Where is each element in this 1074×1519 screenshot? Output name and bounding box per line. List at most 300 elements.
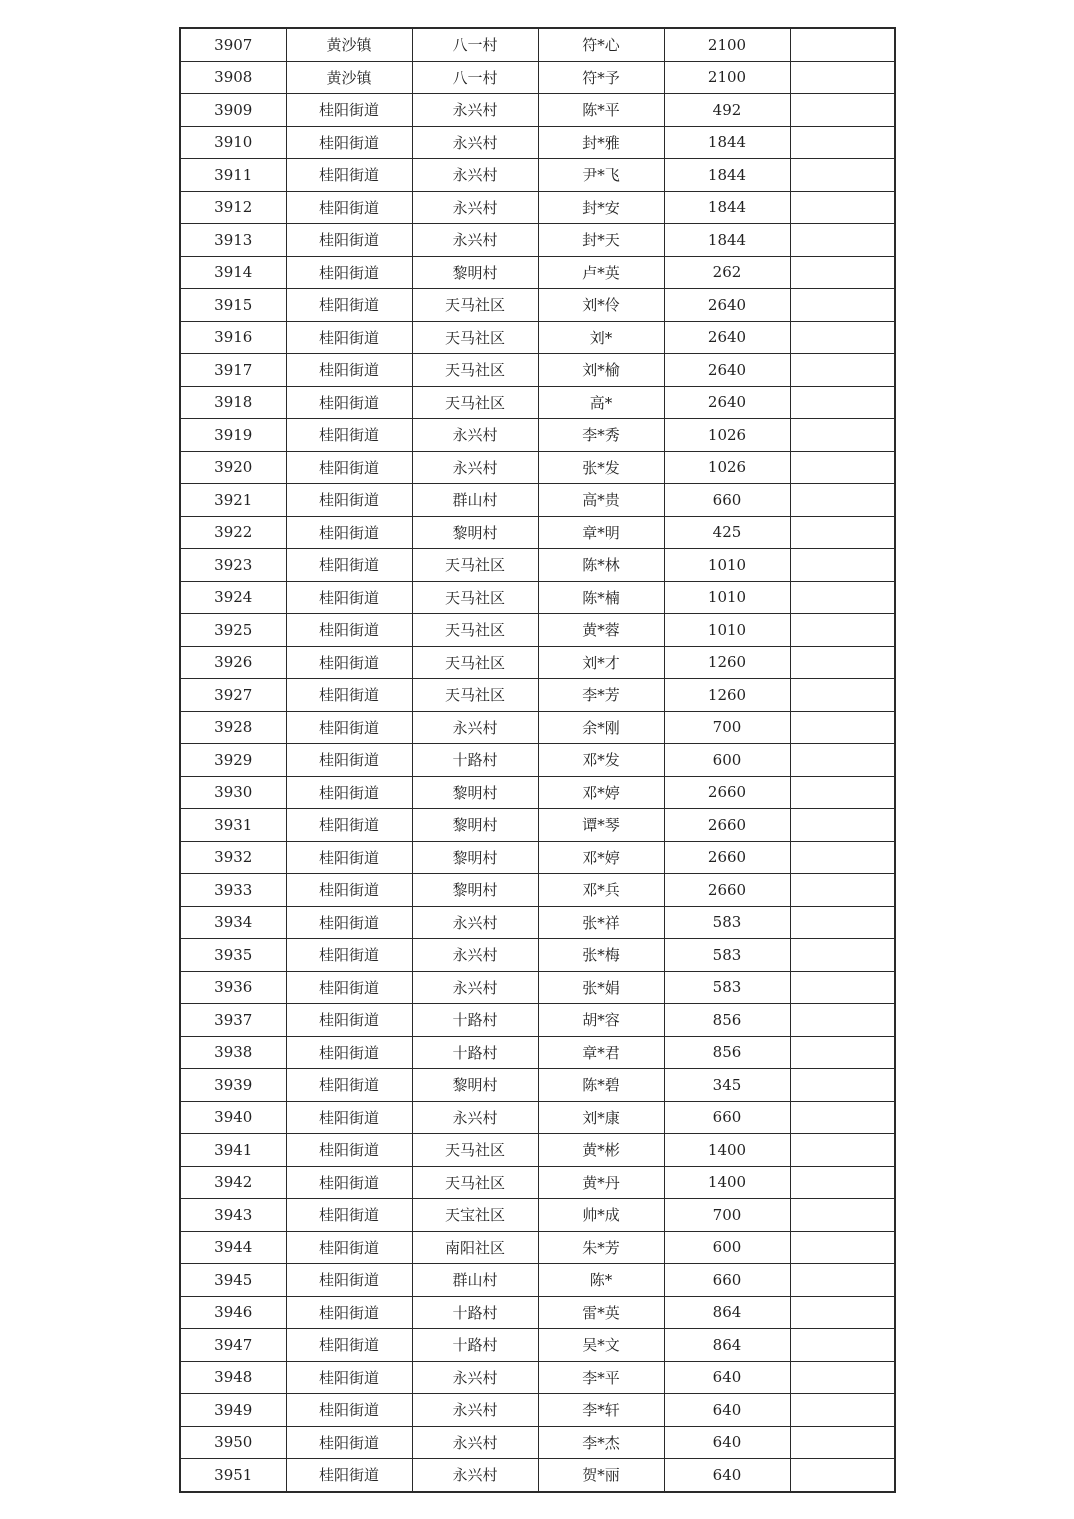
name-cell: 张*娟 bbox=[538, 971, 664, 1004]
name-cell: 陈* bbox=[538, 1264, 664, 1297]
amount-cell: 660 bbox=[664, 1264, 790, 1297]
town-cell: 桂阳街道 bbox=[286, 321, 412, 354]
remark-cell bbox=[790, 744, 895, 777]
village-cell: 永兴村 bbox=[412, 906, 538, 939]
table-row bbox=[180, 484, 895, 517]
village-cell: 天宝社区 bbox=[412, 1199, 538, 1232]
serial-number-cell: 3946 bbox=[180, 1296, 286, 1329]
remark-cell bbox=[790, 224, 895, 257]
table-row bbox=[180, 939, 895, 972]
town-cell: 桂阳街道 bbox=[286, 679, 412, 712]
name-cell: 邓*婷 bbox=[538, 841, 664, 874]
amount-cell: 856 bbox=[664, 1004, 790, 1037]
town-cell: 桂阳街道 bbox=[286, 126, 412, 159]
remark-cell bbox=[790, 1264, 895, 1297]
village-cell: 永兴村 bbox=[412, 1361, 538, 1394]
table-row bbox=[180, 126, 895, 159]
table-row bbox=[180, 1296, 895, 1329]
remark-cell bbox=[790, 61, 895, 94]
town-cell: 桂阳街道 bbox=[286, 94, 412, 127]
amount-cell: 1844 bbox=[664, 191, 790, 224]
amount-cell: 2660 bbox=[664, 809, 790, 842]
village-cell: 群山村 bbox=[412, 1264, 538, 1297]
name-cell: 张*祥 bbox=[538, 906, 664, 939]
amount-cell: 864 bbox=[664, 1329, 790, 1362]
remark-cell bbox=[790, 1004, 895, 1037]
remark-cell bbox=[790, 256, 895, 289]
remark-cell bbox=[790, 191, 895, 224]
town-cell: 桂阳街道 bbox=[286, 581, 412, 614]
serial-number-cell: 3932 bbox=[180, 841, 286, 874]
table-row bbox=[180, 679, 895, 712]
remark-cell bbox=[790, 1296, 895, 1329]
town-cell: 桂阳街道 bbox=[286, 614, 412, 647]
serial-number-cell: 3931 bbox=[180, 809, 286, 842]
town-cell: 桂阳街道 bbox=[286, 484, 412, 517]
name-cell: 邓*兵 bbox=[538, 874, 664, 907]
table-row bbox=[180, 321, 895, 354]
table-row bbox=[180, 874, 895, 907]
table-row bbox=[180, 419, 895, 452]
name-cell: 刘*榆 bbox=[538, 354, 664, 387]
serial-number-cell: 3928 bbox=[180, 711, 286, 744]
amount-cell: 492 bbox=[664, 94, 790, 127]
table-row bbox=[180, 1426, 895, 1459]
town-cell: 桂阳街道 bbox=[286, 1296, 412, 1329]
remark-cell bbox=[790, 159, 895, 192]
village-cell: 黎明村 bbox=[412, 1069, 538, 1102]
serial-number-cell: 3924 bbox=[180, 581, 286, 614]
remark-cell bbox=[790, 614, 895, 647]
serial-number-cell: 3940 bbox=[180, 1101, 286, 1134]
amount-cell: 2660 bbox=[664, 874, 790, 907]
table-row bbox=[180, 1264, 895, 1297]
serial-number-cell: 3916 bbox=[180, 321, 286, 354]
amount-cell: 700 bbox=[664, 711, 790, 744]
serial-number-cell: 3930 bbox=[180, 776, 286, 809]
town-cell: 桂阳街道 bbox=[286, 1036, 412, 1069]
remark-cell bbox=[790, 1036, 895, 1069]
table-row bbox=[180, 646, 895, 679]
amount-cell: 660 bbox=[664, 484, 790, 517]
amount-cell: 2640 bbox=[664, 386, 790, 419]
serial-number-cell: 3911 bbox=[180, 159, 286, 192]
table-row bbox=[180, 711, 895, 744]
remark-cell bbox=[790, 906, 895, 939]
serial-number-cell: 3925 bbox=[180, 614, 286, 647]
village-cell: 十路村 bbox=[412, 1004, 538, 1037]
name-cell: 谭*琴 bbox=[538, 809, 664, 842]
remark-cell bbox=[790, 354, 895, 387]
amount-cell: 2640 bbox=[664, 321, 790, 354]
table-row bbox=[180, 386, 895, 419]
amount-cell: 1260 bbox=[664, 646, 790, 679]
table-row bbox=[180, 776, 895, 809]
table-row bbox=[180, 614, 895, 647]
town-cell: 桂阳街道 bbox=[286, 1134, 412, 1167]
remark-cell bbox=[790, 126, 895, 159]
village-cell: 天马社区 bbox=[412, 386, 538, 419]
village-cell: 永兴村 bbox=[412, 1394, 538, 1427]
serial-number-cell: 3918 bbox=[180, 386, 286, 419]
town-cell: 桂阳街道 bbox=[286, 744, 412, 777]
village-cell: 永兴村 bbox=[412, 224, 538, 257]
village-cell: 永兴村 bbox=[412, 94, 538, 127]
amount-cell: 2640 bbox=[664, 354, 790, 387]
table-row bbox=[180, 1199, 895, 1232]
amount-cell: 1026 bbox=[664, 451, 790, 484]
name-cell: 卢*英 bbox=[538, 256, 664, 289]
remark-cell bbox=[790, 971, 895, 1004]
serial-number-cell: 3920 bbox=[180, 451, 286, 484]
name-cell: 刘*才 bbox=[538, 646, 664, 679]
town-cell: 桂阳街道 bbox=[286, 1264, 412, 1297]
amount-cell: 660 bbox=[664, 1101, 790, 1134]
village-cell: 十路村 bbox=[412, 1036, 538, 1069]
town-cell: 桂阳街道 bbox=[286, 874, 412, 907]
remark-cell bbox=[790, 841, 895, 874]
name-cell: 陈*碧 bbox=[538, 1069, 664, 1102]
town-cell: 桂阳街道 bbox=[286, 224, 412, 257]
name-cell: 章*明 bbox=[538, 516, 664, 549]
name-cell: 黄*丹 bbox=[538, 1166, 664, 1199]
serial-number-cell: 3939 bbox=[180, 1069, 286, 1102]
data-table bbox=[179, 27, 896, 1493]
name-cell: 胡*容 bbox=[538, 1004, 664, 1037]
table-row bbox=[180, 1361, 895, 1394]
name-cell: 朱*芳 bbox=[538, 1231, 664, 1264]
name-cell: 黄*蓉 bbox=[538, 614, 664, 647]
town-cell: 桂阳街道 bbox=[286, 841, 412, 874]
remark-cell bbox=[790, 679, 895, 712]
name-cell: 黄*彬 bbox=[538, 1134, 664, 1167]
serial-number-cell: 3922 bbox=[180, 516, 286, 549]
name-cell: 邓*发 bbox=[538, 744, 664, 777]
village-cell: 天马社区 bbox=[412, 679, 538, 712]
village-cell: 永兴村 bbox=[412, 971, 538, 1004]
amount-cell: 262 bbox=[664, 256, 790, 289]
town-cell: 桂阳街道 bbox=[286, 939, 412, 972]
amount-cell: 1844 bbox=[664, 126, 790, 159]
name-cell: 李*芳 bbox=[538, 679, 664, 712]
name-cell: 尹*飞 bbox=[538, 159, 664, 192]
serial-number-cell: 3942 bbox=[180, 1166, 286, 1199]
table-body bbox=[180, 28, 895, 1492]
town-cell: 桂阳街道 bbox=[286, 1329, 412, 1362]
village-cell: 天马社区 bbox=[412, 354, 538, 387]
town-cell: 桂阳街道 bbox=[286, 1361, 412, 1394]
amount-cell: 600 bbox=[664, 1231, 790, 1264]
amount-cell: 856 bbox=[664, 1036, 790, 1069]
serial-number-cell: 3950 bbox=[180, 1426, 286, 1459]
village-cell: 天马社区 bbox=[412, 646, 538, 679]
table-row bbox=[180, 1231, 895, 1264]
village-cell: 天马社区 bbox=[412, 1166, 538, 1199]
table-row bbox=[180, 94, 895, 127]
remark-cell bbox=[790, 419, 895, 452]
name-cell: 章*君 bbox=[538, 1036, 664, 1069]
name-cell: 符*心 bbox=[538, 28, 664, 61]
remark-cell bbox=[790, 776, 895, 809]
serial-number-cell: 3927 bbox=[180, 679, 286, 712]
village-cell: 天马社区 bbox=[412, 549, 538, 582]
remark-cell bbox=[790, 1231, 895, 1264]
town-cell: 桂阳街道 bbox=[286, 549, 412, 582]
amount-cell: 1010 bbox=[664, 581, 790, 614]
remark-cell bbox=[790, 874, 895, 907]
name-cell: 雷*英 bbox=[538, 1296, 664, 1329]
amount-cell: 2100 bbox=[664, 28, 790, 61]
amount-cell: 1026 bbox=[664, 419, 790, 452]
remark-cell bbox=[790, 94, 895, 127]
name-cell: 封*天 bbox=[538, 224, 664, 257]
name-cell: 张*梅 bbox=[538, 939, 664, 972]
town-cell: 桂阳街道 bbox=[286, 809, 412, 842]
remark-cell bbox=[790, 1199, 895, 1232]
name-cell: 封*雅 bbox=[538, 126, 664, 159]
remark-cell bbox=[790, 1166, 895, 1199]
name-cell: 余*刚 bbox=[538, 711, 664, 744]
village-cell: 黎明村 bbox=[412, 516, 538, 549]
serial-number-cell: 3921 bbox=[180, 484, 286, 517]
village-cell: 永兴村 bbox=[412, 1101, 538, 1134]
village-cell: 天马社区 bbox=[412, 1134, 538, 1167]
town-cell: 桂阳街道 bbox=[286, 1426, 412, 1459]
remark-cell bbox=[790, 711, 895, 744]
serial-number-cell: 3943 bbox=[180, 1199, 286, 1232]
table-row bbox=[180, 1004, 895, 1037]
remark-cell bbox=[790, 939, 895, 972]
table-row bbox=[180, 906, 895, 939]
table-row bbox=[180, 256, 895, 289]
remark-cell bbox=[790, 1134, 895, 1167]
table-row bbox=[180, 191, 895, 224]
serial-number-cell: 3951 bbox=[180, 1459, 286, 1492]
village-cell: 永兴村 bbox=[412, 711, 538, 744]
table-row bbox=[180, 549, 895, 582]
amount-cell: 700 bbox=[664, 1199, 790, 1232]
town-cell: 桂阳街道 bbox=[286, 906, 412, 939]
amount-cell: 640 bbox=[664, 1394, 790, 1427]
town-cell: 桂阳街道 bbox=[286, 1101, 412, 1134]
name-cell: 陈*平 bbox=[538, 94, 664, 127]
town-cell: 桂阳街道 bbox=[286, 711, 412, 744]
table-row bbox=[180, 809, 895, 842]
name-cell: 贺*丽 bbox=[538, 1459, 664, 1492]
serial-number-cell: 3947 bbox=[180, 1329, 286, 1362]
table-row bbox=[180, 1459, 895, 1492]
remark-cell bbox=[790, 1394, 895, 1427]
table-row bbox=[180, 224, 895, 257]
name-cell: 张*发 bbox=[538, 451, 664, 484]
serial-number-cell: 3908 bbox=[180, 61, 286, 94]
remark-cell bbox=[790, 451, 895, 484]
village-cell: 天马社区 bbox=[412, 321, 538, 354]
table-row bbox=[180, 841, 895, 874]
name-cell: 李*秀 bbox=[538, 419, 664, 452]
town-cell: 桂阳街道 bbox=[286, 1459, 412, 1492]
amount-cell: 2660 bbox=[664, 841, 790, 874]
name-cell: 李*杰 bbox=[538, 1426, 664, 1459]
village-cell: 永兴村 bbox=[412, 159, 538, 192]
table-row bbox=[180, 1101, 895, 1134]
town-cell: 桂阳街道 bbox=[286, 516, 412, 549]
town-cell: 桂阳街道 bbox=[286, 386, 412, 419]
village-cell: 永兴村 bbox=[412, 451, 538, 484]
name-cell: 吴*文 bbox=[538, 1329, 664, 1362]
remark-cell bbox=[790, 549, 895, 582]
name-cell: 邓*婷 bbox=[538, 776, 664, 809]
town-cell: 桂阳街道 bbox=[286, 354, 412, 387]
town-cell: 桂阳街道 bbox=[286, 419, 412, 452]
amount-cell: 583 bbox=[664, 971, 790, 1004]
amount-cell: 425 bbox=[664, 516, 790, 549]
amount-cell: 640 bbox=[664, 1459, 790, 1492]
town-cell: 桂阳街道 bbox=[286, 1069, 412, 1102]
table-row bbox=[180, 289, 895, 322]
amount-cell: 583 bbox=[664, 906, 790, 939]
town-cell: 桂阳街道 bbox=[286, 1199, 412, 1232]
town-cell: 桂阳街道 bbox=[286, 1004, 412, 1037]
village-cell: 永兴村 bbox=[412, 191, 538, 224]
name-cell: 刘*伶 bbox=[538, 289, 664, 322]
serial-number-cell: 3923 bbox=[180, 549, 286, 582]
amount-cell: 2640 bbox=[664, 289, 790, 322]
serial-number-cell: 3941 bbox=[180, 1134, 286, 1167]
amount-cell: 2660 bbox=[664, 776, 790, 809]
remark-cell bbox=[790, 321, 895, 354]
village-cell: 十路村 bbox=[412, 744, 538, 777]
table-row bbox=[180, 744, 895, 777]
amount-cell: 600 bbox=[664, 744, 790, 777]
remark-cell bbox=[790, 1426, 895, 1459]
amount-cell: 2100 bbox=[664, 61, 790, 94]
serial-number-cell: 3914 bbox=[180, 256, 286, 289]
remark-cell bbox=[790, 484, 895, 517]
table-row bbox=[180, 1166, 895, 1199]
serial-number-cell: 3907 bbox=[180, 28, 286, 61]
village-cell: 黎明村 bbox=[412, 841, 538, 874]
table-row bbox=[180, 1394, 895, 1427]
name-cell: 高*贵 bbox=[538, 484, 664, 517]
amount-cell: 1400 bbox=[664, 1166, 790, 1199]
serial-number-cell: 3935 bbox=[180, 939, 286, 972]
serial-number-cell: 3945 bbox=[180, 1264, 286, 1297]
amount-cell: 1844 bbox=[664, 159, 790, 192]
village-cell: 南阳社区 bbox=[412, 1231, 538, 1264]
town-cell: 桂阳街道 bbox=[286, 191, 412, 224]
serial-number-cell: 3917 bbox=[180, 354, 286, 387]
serial-number-cell: 3948 bbox=[180, 1361, 286, 1394]
name-cell: 帅*成 bbox=[538, 1199, 664, 1232]
table-row bbox=[180, 971, 895, 1004]
serial-number-cell: 3949 bbox=[180, 1394, 286, 1427]
table-row bbox=[180, 28, 895, 61]
remark-cell bbox=[790, 1459, 895, 1492]
town-cell: 黄沙镇 bbox=[286, 28, 412, 61]
table-row bbox=[180, 1329, 895, 1362]
remark-cell bbox=[790, 28, 895, 61]
table-row bbox=[180, 1036, 895, 1069]
amount-cell: 1400 bbox=[664, 1134, 790, 1167]
amount-cell: 640 bbox=[664, 1361, 790, 1394]
name-cell: 李*平 bbox=[538, 1361, 664, 1394]
town-cell: 桂阳街道 bbox=[286, 256, 412, 289]
village-cell: 永兴村 bbox=[412, 939, 538, 972]
village-cell: 黎明村 bbox=[412, 256, 538, 289]
town-cell: 黄沙镇 bbox=[286, 61, 412, 94]
amount-cell: 1010 bbox=[664, 614, 790, 647]
village-cell: 天马社区 bbox=[412, 289, 538, 322]
remark-cell bbox=[790, 289, 895, 322]
village-cell: 永兴村 bbox=[412, 419, 538, 452]
serial-number-cell: 3936 bbox=[180, 971, 286, 1004]
town-cell: 桂阳街道 bbox=[286, 159, 412, 192]
town-cell: 桂阳街道 bbox=[286, 776, 412, 809]
town-cell: 桂阳街道 bbox=[286, 971, 412, 1004]
table-row bbox=[180, 451, 895, 484]
town-cell: 桂阳街道 bbox=[286, 1231, 412, 1264]
village-cell: 天马社区 bbox=[412, 581, 538, 614]
serial-number-cell: 3919 bbox=[180, 419, 286, 452]
name-cell: 刘* bbox=[538, 321, 664, 354]
serial-number-cell: 3937 bbox=[180, 1004, 286, 1037]
serial-number-cell: 3938 bbox=[180, 1036, 286, 1069]
serial-number-cell: 3934 bbox=[180, 906, 286, 939]
remark-cell bbox=[790, 646, 895, 679]
serial-number-cell: 3926 bbox=[180, 646, 286, 679]
serial-number-cell: 3915 bbox=[180, 289, 286, 322]
village-cell: 天马社区 bbox=[412, 614, 538, 647]
remark-cell bbox=[790, 809, 895, 842]
remark-cell bbox=[790, 516, 895, 549]
town-cell: 桂阳街道 bbox=[286, 1166, 412, 1199]
village-cell: 黎明村 bbox=[412, 874, 538, 907]
remark-cell bbox=[790, 386, 895, 419]
serial-number-cell: 3944 bbox=[180, 1231, 286, 1264]
name-cell: 陈*林 bbox=[538, 549, 664, 582]
remark-cell bbox=[790, 1361, 895, 1394]
serial-number-cell: 3912 bbox=[180, 191, 286, 224]
table-row bbox=[180, 159, 895, 192]
village-cell: 永兴村 bbox=[412, 126, 538, 159]
town-cell: 桂阳街道 bbox=[286, 451, 412, 484]
serial-number-cell: 3913 bbox=[180, 224, 286, 257]
amount-cell: 640 bbox=[664, 1426, 790, 1459]
remark-cell bbox=[790, 1069, 895, 1102]
remark-cell bbox=[790, 581, 895, 614]
serial-number-cell: 3910 bbox=[180, 126, 286, 159]
name-cell: 符*予 bbox=[538, 61, 664, 94]
village-cell: 永兴村 bbox=[412, 1459, 538, 1492]
amount-cell: 1260 bbox=[664, 679, 790, 712]
name-cell: 李*轩 bbox=[538, 1394, 664, 1427]
serial-number-cell: 3933 bbox=[180, 874, 286, 907]
amount-cell: 345 bbox=[664, 1069, 790, 1102]
name-cell: 封*安 bbox=[538, 191, 664, 224]
table-row bbox=[180, 1134, 895, 1167]
town-cell: 桂阳街道 bbox=[286, 646, 412, 679]
serial-number-cell: 3929 bbox=[180, 744, 286, 777]
village-cell: 黎明村 bbox=[412, 809, 538, 842]
table-row bbox=[180, 61, 895, 94]
village-cell: 群山村 bbox=[412, 484, 538, 517]
village-cell: 黎明村 bbox=[412, 776, 538, 809]
table-row bbox=[180, 1069, 895, 1102]
amount-cell: 583 bbox=[664, 939, 790, 972]
name-cell: 高* bbox=[538, 386, 664, 419]
serial-number-cell: 3909 bbox=[180, 94, 286, 127]
